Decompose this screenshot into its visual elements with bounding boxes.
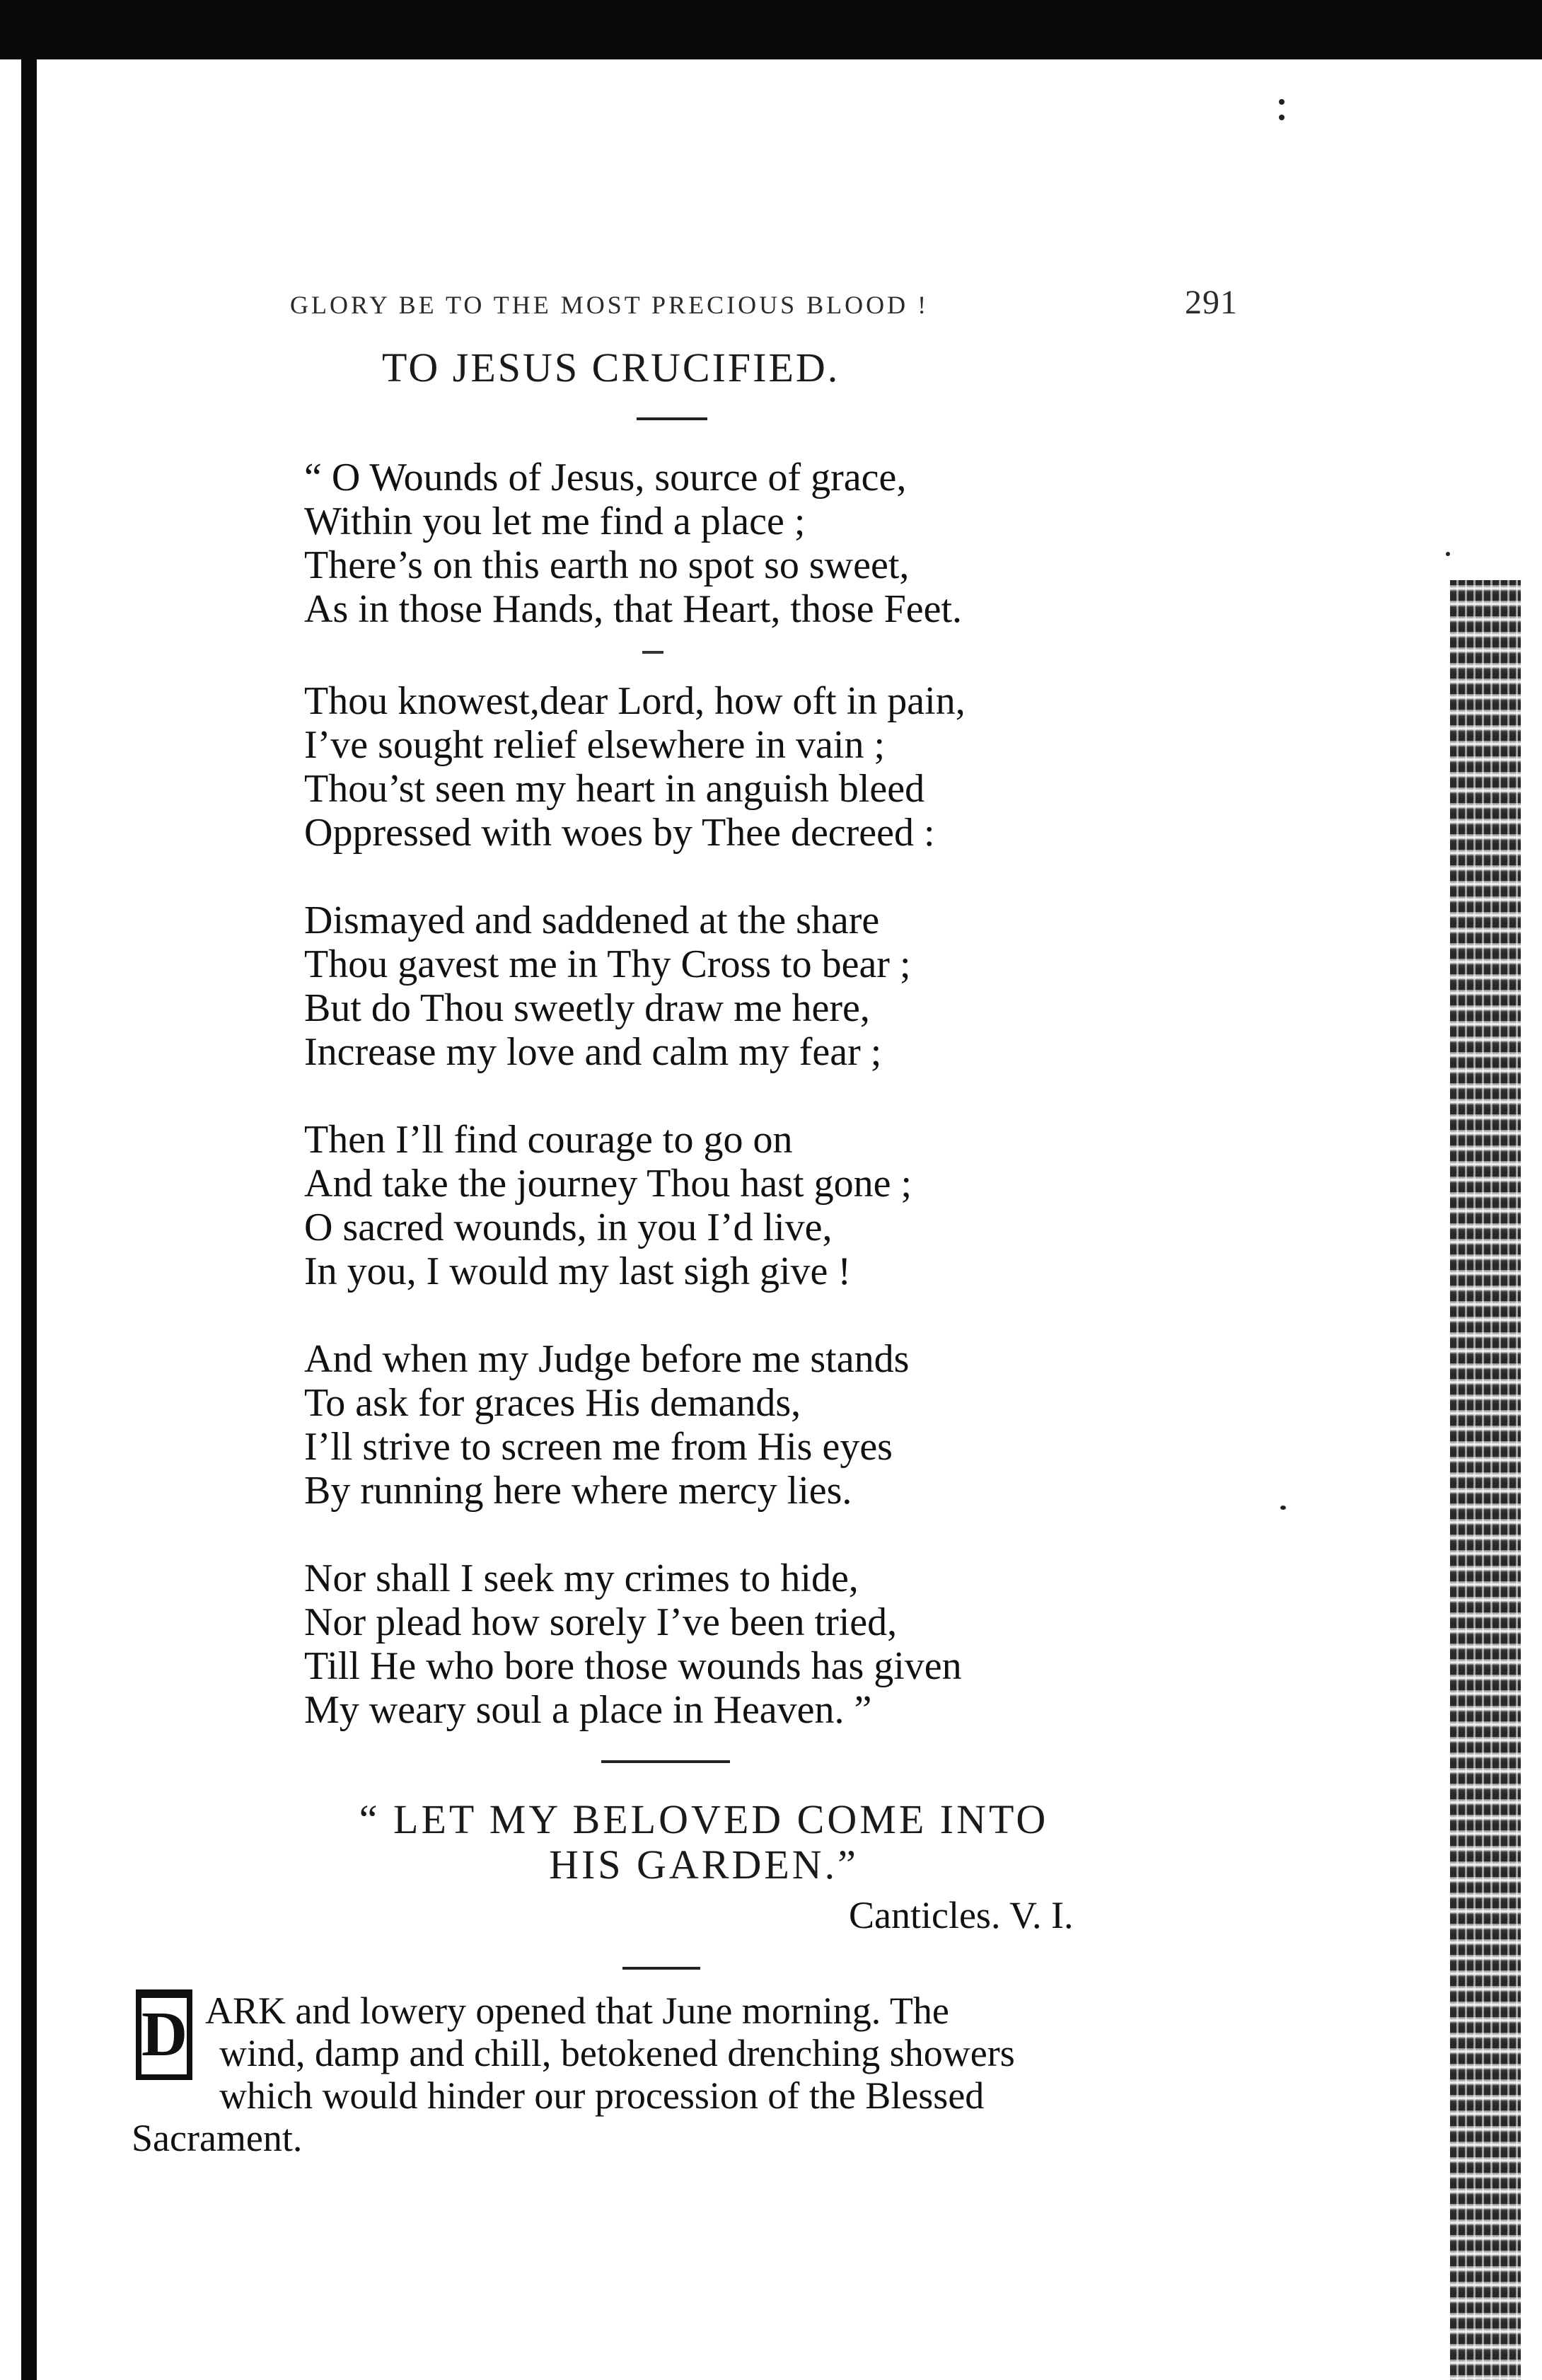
scan-border-left — [21, 42, 37, 2380]
poem-line: And take the journey Thou hast gone ; — [304, 1162, 912, 1206]
prose-line: wind, damp and chill, betokened drenching showers — [219, 2032, 1015, 2074]
poem-line: Within you let me find a place ; — [304, 499, 806, 543]
poem-line: In you, I would my last sigh give ! — [304, 1249, 852, 1293]
page-number: 291 — [1185, 284, 1238, 321]
citation-rule — [622, 1967, 700, 1970]
article-title-line: “ LET MY BELOVED COME INTO — [359, 1796, 1049, 1842]
poem-line: Oppressed with woes by Thee decreed : — [304, 811, 935, 855]
poem-line: “ O Wounds of Jesus, source of grace, — [304, 456, 907, 499]
scan-speck — [1280, 1506, 1286, 1510]
poem-line: Thou’st seen my heart in anguish bleed — [304, 767, 925, 811]
citation: Canticles. V. I. — [849, 1894, 1074, 1936]
poem-line: There’s on this earth no spot so sweet, — [304, 543, 910, 587]
title-rule — [637, 417, 707, 420]
scan-speck — [1279, 99, 1285, 105]
scan-speck — [1279, 115, 1285, 120]
poem-line: I’ll strive to screen me from His eyes — [304, 1425, 893, 1469]
poem-line: Nor plead how sorely I’ve been tried, — [304, 1600, 898, 1644]
poem-line: Thou gavest me in Thy Cross to bear ; — [304, 942, 911, 986]
stanza — [304, 679, 966, 855]
poem-line: O sacred wounds, in you I’d live, — [304, 1206, 833, 1249]
running-head — [290, 283, 1238, 325]
poem-line: Increase my love and calm my fear ; — [304, 1030, 882, 1074]
stanza — [304, 456, 962, 631]
poem-line: My weary soul a place in Heaven. ” — [304, 1688, 872, 1732]
prose-line: which would hinder our procession of the Blessed — [219, 2074, 985, 2117]
poem-line: Then I’ll find courage to go on — [304, 1118, 793, 1162]
prose-line: ARK and lowery opened that June morning. The — [205, 1989, 949, 2032]
stanza — [304, 899, 911, 1074]
running-head-title: GLORY BE TO THE MOST PRECIOUS BLOOD ! — [290, 291, 929, 319]
poem-line: As in those Hands, that Heart, those Feet. — [304, 587, 963, 631]
article-title — [262, 1797, 1146, 1888]
poem-line: And when my Judge before me stands — [304, 1337, 910, 1381]
poem-line: Thou knowest,dear Lord, how oft in pain, — [304, 679, 966, 723]
poem-line: To ask for graces His demands, — [304, 1381, 801, 1425]
stanza — [304, 1337, 909, 1513]
article-title-line: HIS GARDEN.” — [549, 1842, 859, 1888]
prose-line: Sacrament. — [132, 2117, 303, 2159]
poem-line: By running here where mercy lies. — [304, 1469, 852, 1513]
poem-title: TO JESUS CRUCIFIED. — [382, 345, 840, 391]
stanza — [304, 1118, 912, 1293]
poem-line: Dismayed and saddened at the share — [304, 899, 880, 942]
stanza — [304, 1556, 962, 1732]
drop-cap: D — [136, 1989, 192, 2080]
poem-line: But do Thou sweetly draw me here, — [304, 986, 870, 1030]
poem-line: Nor shall I seek my crimes to hide, — [304, 1556, 859, 1600]
scan-edge-right — [1450, 580, 1521, 2380]
section-rule — [601, 1760, 730, 1763]
scan-border-top — [0, 0, 1542, 59]
stanza-dash — [642, 651, 663, 654]
scan-speck — [1446, 552, 1450, 556]
poem-line: Till He who bore those wounds has given — [304, 1644, 962, 1688]
poem-line: I’ve sought relief elsewhere in vain ; — [304, 723, 886, 767]
